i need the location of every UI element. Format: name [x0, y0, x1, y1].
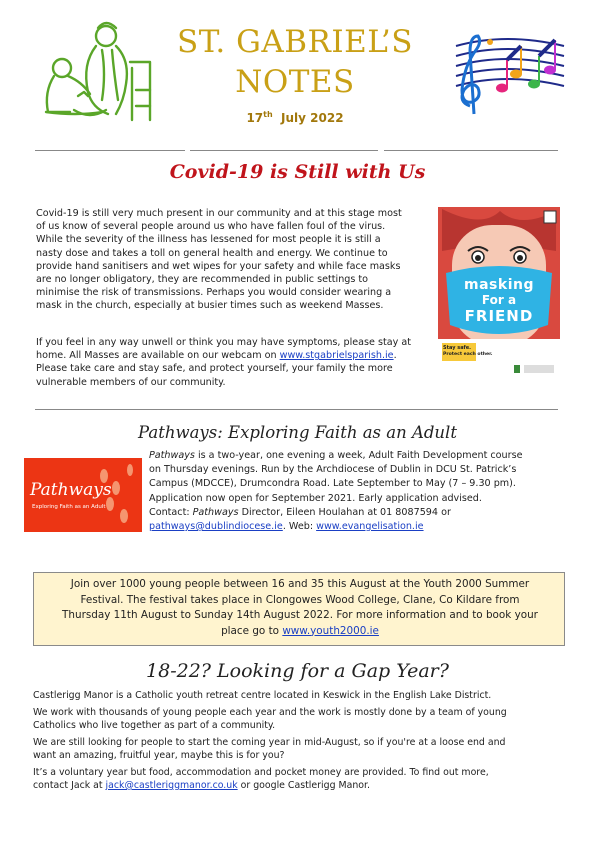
pathways-text-line: on Thursday evenings. Run by the Archdiocese of Dublin in DCU St. Patrick’s: [149, 464, 517, 476]
foot-washing-illustration-icon: [32, 10, 160, 128]
pathways-italic: Pathways: [192, 506, 239, 518]
youth2000-website-link[interactable]: www.youth2000.ie: [282, 624, 379, 637]
pathways-email-link[interactable]: pathways@dublindiocese.ie: [149, 521, 283, 533]
covid-text-line: Covid-19 is still very much present in our community and at this stage most: [36, 208, 402, 219]
covid-text-line: provide hand sanitisers and wet wipes for your safety and while face masks: [36, 260, 401, 272]
pathways-heading: Pathways: Exploring Faith as an Adult: [138, 423, 457, 442]
parish-website-link[interactable]: www.stgabrielsparish.ie: [279, 350, 394, 362]
gap-text-line: [33, 779, 573, 792]
poster-headline-line3: FRIEND: [464, 307, 534, 325]
pathways-course-image: [24, 458, 142, 532]
youth-text-line: Thursday 11th August to Sunday 14th August 2022. For more information and to book your: [62, 609, 538, 621]
covid-paragraph-1: [36, 207, 436, 313]
youth-text-line: Festival. The festival takes place in Clongowes Wood College, Clane, Co Kildare from: [80, 593, 520, 606]
gap-text-line: Catholics who live together as part of a community.: [33, 720, 276, 731]
masking-for-a-friend-poster: [438, 207, 560, 377]
youth-link-label: place go to: [221, 624, 283, 637]
newsletter-title-line2: NOTES: [235, 64, 355, 100]
pathways-contact-text: Director, Eileen Houlahan at 01 8087594 or: [238, 506, 451, 518]
pathways-description: [149, 449, 569, 534]
covid-text-line: are no longer obligatory, they are recommended in public settings to: [36, 274, 369, 286]
gap-contact-label: contact Jack at: [33, 780, 106, 791]
gap-contact-text: or google Castlerigg Manor.: [237, 780, 370, 791]
covid-text-line: While the severity of the illness has lessened for most people it is still a: [36, 234, 381, 246]
date-month-year: July 2022: [281, 111, 344, 125]
pathways-text-line: [149, 449, 569, 463]
gap-year-paragraph: [33, 736, 573, 762]
castlerigg-email-link[interactable]: jack@castleriggmanor.co.uk: [105, 780, 238, 791]
issue-date: [150, 110, 440, 125]
covid-paragraph-2: [36, 336, 436, 389]
youth-2000-text: [34, 577, 566, 639]
youth-text-line: Join over 1000 young people between 16 and 35 this August at the Youth 2000 Summer: [70, 578, 530, 590]
header-divider-1: [35, 150, 185, 151]
date-suffix: th: [263, 110, 273, 119]
covid-text-line: Please take care and stay safe, and protect yourself, your family the more: [36, 363, 393, 375]
gap-text-line: We work with thousands of young people each year and the work is mostly done by a team of young: [33, 707, 507, 718]
covid-text-line: mask in the church, especially at busier times such as weekend Masses.: [36, 300, 384, 312]
covid-text-line: minimise the risk of transmissions. Perhaps you would consider wearing a: [36, 287, 392, 299]
pathways-text-line: Application now open for September 2021. Early application advised.: [149, 492, 482, 504]
pathways-italic: Pathways: [149, 450, 195, 461]
pathways-contact-label: Contact:: [149, 506, 193, 518]
pathways-web-label: . Web:: [282, 521, 317, 533]
covid-heading: Covid-19 is Still with Us: [169, 161, 426, 183]
date-day: 17: [246, 111, 264, 125]
webcam-text: home. All Masses are available on our webcam on: [36, 350, 280, 362]
covid-text-line: of us know of several people around us who have fallen foul of the virus.: [36, 221, 386, 233]
gap-year-paragraph: [33, 706, 573, 732]
poster-stay-safe: Stay safe.: [443, 345, 472, 351]
gap-year-body: [33, 689, 573, 792]
music-notes-staff-icon: [450, 26, 568, 122]
gap-year-paragraph: [33, 766, 573, 792]
covid-text-line: vulnerable members of our community.: [36, 376, 226, 388]
covid-text-line: [36, 349, 436, 362]
youth-text-line: [34, 624, 566, 640]
gap-year-heading: 18-22? Looking for a Gap Year?: [146, 660, 449, 682]
newsletter-title-line1: ST. GABRIEL’S: [177, 24, 413, 60]
gap-text-line: want an amazing, fruitful year, maybe this is for you?: [33, 750, 285, 761]
pathways-text-line: [149, 506, 569, 520]
pathways-text-line: Campus (MDCCE), Drumcondra Road. Late September to May (7 – 9.30 pm).: [149, 478, 516, 490]
section-divider: [35, 409, 558, 410]
poster-headline-line2: For a: [481, 293, 517, 307]
gap-year-paragraph: Castlerigg Manor is a Catholic youth retreat centre located in Keswick in the English Lake District.: [33, 690, 492, 701]
poster-protect: Protect each other.: [443, 352, 493, 357]
webcam-text-end: .: [393, 350, 397, 362]
evangelisation-website-link[interactable]: www.evangelisation.ie: [316, 521, 424, 533]
pathways-text-line: [149, 520, 569, 534]
gap-text-line: We are still looking for people to start the coming year in mid-August, so if you're at a loose end and: [33, 737, 506, 748]
gap-text-line: It’s a voluntary year but food, accommodation and pocket money are provided. To find out more,: [33, 767, 489, 778]
poster-headline-line1: masking: [464, 277, 534, 293]
pathways-text: is a two-year, one evening a week, Adult Faith Development course: [194, 450, 523, 461]
pathways-image-subtitle: Exploring Faith as an Adult: [32, 504, 106, 510]
youth-2000-festival-box: [33, 572, 565, 646]
covid-text-line: If you feel in any way unwell or think you may have symptoms, please stay at: [36, 337, 412, 348]
covid-text-line: nasty dose and takes a toll on general health and energy. We continue to: [36, 247, 388, 259]
header-divider-3: [384, 150, 558, 151]
pathways-image-title: Pathways: [30, 480, 112, 500]
header-divider-2: [190, 150, 378, 151]
